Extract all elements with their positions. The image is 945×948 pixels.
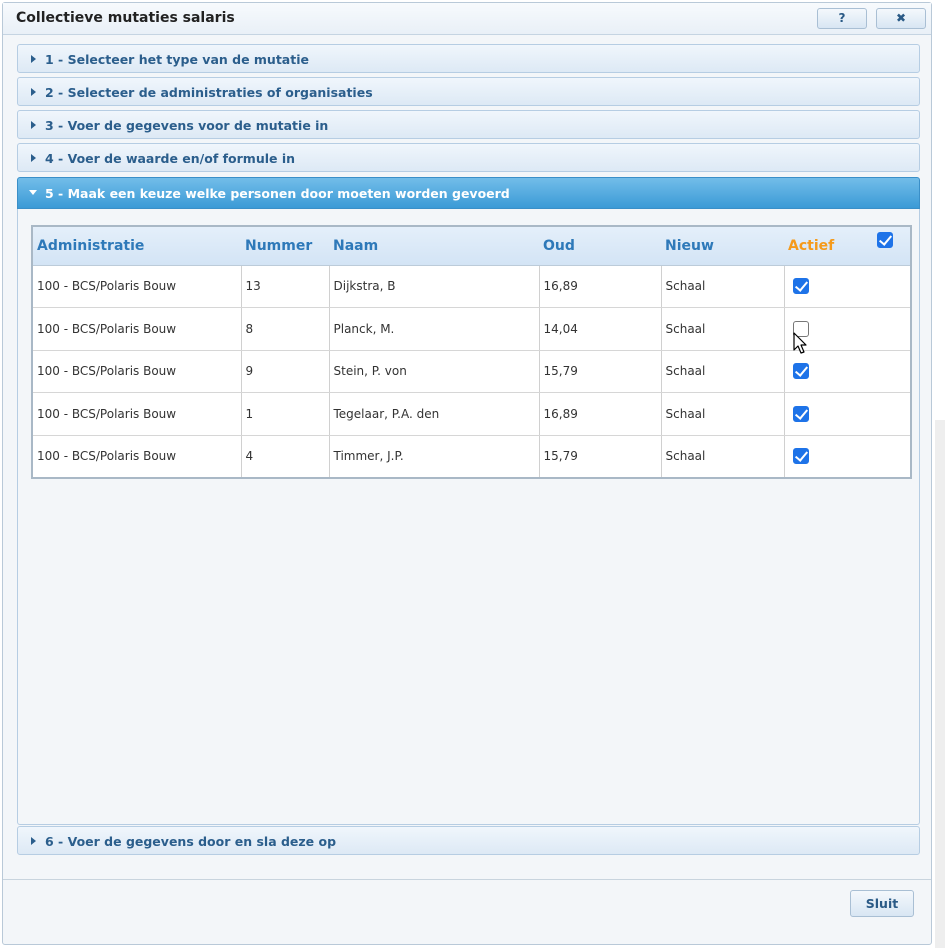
triangle-right-icon (31, 121, 36, 129)
help-button[interactable]: ? (817, 8, 867, 29)
col-header-naam[interactable]: Naam (329, 226, 539, 265)
cell-actief (784, 350, 911, 393)
cell-administratie: 100 - BCS/Polaris Bouw (32, 350, 241, 393)
step-label: 4 - Voer de waarde en/of formule in (45, 151, 296, 166)
step-4-header[interactable] (17, 143, 920, 172)
collectieve-mutaties-dialog (2, 2, 932, 945)
step-2-header[interactable] (17, 77, 920, 106)
step-6-header[interactable] (17, 826, 920, 855)
col-header-nummer[interactable]: Nummer (241, 226, 329, 265)
step-label: 6 - Voer de gegevens door en sla deze op (45, 834, 337, 849)
step-label: 2 - Selecteer de administraties of organisaties (45, 85, 373, 100)
cell-oud: 16,89 (539, 393, 661, 436)
cell-nieuw: Schaal (661, 350, 784, 393)
table-row (32, 393, 911, 436)
cell-actief (784, 308, 911, 351)
step-label: 1 - Selecteer het type van de mutatie (45, 52, 309, 67)
cell-naam: Timmer, J.P. (329, 435, 539, 478)
cell-administratie: 100 - BCS/Polaris Bouw (32, 308, 241, 351)
col-header-nieuw[interactable]: Nieuw (661, 226, 784, 265)
persons-table (31, 225, 912, 479)
select-all-checkbox[interactable] (877, 232, 893, 248)
cell-naam: Tegelaar, P.A. den (329, 393, 539, 436)
table-header-row (32, 226, 911, 265)
cell-naam: Stein, P. von (329, 350, 539, 393)
triangle-right-icon (31, 154, 36, 162)
actief-checkbox[interactable] (793, 363, 809, 379)
cell-nieuw: Schaal (661, 435, 784, 478)
cell-nummer: 1 (241, 393, 329, 436)
step-3-header[interactable] (17, 110, 920, 139)
triangle-right-icon (31, 55, 36, 63)
cell-actief (784, 435, 911, 478)
col-header-actief (784, 226, 911, 265)
triangle-right-icon (31, 88, 36, 96)
page-scrollbar[interactable] (935, 420, 945, 948)
triangle-right-icon (31, 837, 36, 845)
cell-nieuw: Schaal (661, 308, 784, 351)
actief-header-label: Actief (788, 237, 835, 254)
cell-actief (784, 265, 911, 308)
cell-oud: 16,89 (539, 265, 661, 308)
actief-checkbox[interactable] (793, 278, 809, 294)
col-header-oud[interactable]: Oud (539, 226, 661, 265)
cell-oud: 14,04 (539, 308, 661, 351)
step-5-header[interactable] (17, 177, 920, 209)
step-5-panel (17, 209, 920, 825)
close-button[interactable]: ✖ (876, 8, 926, 29)
actief-checkbox[interactable] (793, 406, 809, 422)
cell-nieuw: Schaal (661, 265, 784, 308)
cell-naam: Planck, M. (329, 308, 539, 351)
cell-nummer: 9 (241, 350, 329, 393)
col-header-administratie[interactable]: Administratie (32, 226, 241, 265)
actief-checkbox[interactable] (793, 321, 809, 337)
cell-nieuw: Schaal (661, 393, 784, 436)
triangle-down-icon (29, 190, 37, 195)
table-row (32, 265, 911, 308)
table-row (32, 308, 911, 351)
cell-oud: 15,79 (539, 435, 661, 478)
dialog-titlebar (3, 3, 931, 35)
dialog-title: Collectieve mutaties salaris (16, 10, 235, 26)
cell-administratie: 100 - BCS/Polaris Bouw (32, 435, 241, 478)
footer-divider (3, 879, 931, 880)
cell-nummer: 13 (241, 265, 329, 308)
actief-checkbox[interactable] (793, 448, 809, 464)
cell-naam: Dijkstra, B (329, 265, 539, 308)
cell-nummer: 8 (241, 308, 329, 351)
cell-administratie: 100 - BCS/Polaris Bouw (32, 265, 241, 308)
cell-actief (784, 393, 911, 436)
cell-oud: 15,79 (539, 350, 661, 393)
cell-nummer: 4 (241, 435, 329, 478)
step-label: 3 - Voer de gegevens voor de mutatie in (45, 118, 329, 133)
step-label: 5 - Maak een keuze welke personen door moeten worden gevoerd (45, 186, 510, 201)
sluit-button[interactable]: Sluit (850, 890, 914, 917)
cell-administratie: 100 - BCS/Polaris Bouw (32, 393, 241, 436)
table-row (32, 350, 911, 393)
table-row (32, 435, 911, 478)
step-1-header[interactable] (17, 44, 920, 73)
